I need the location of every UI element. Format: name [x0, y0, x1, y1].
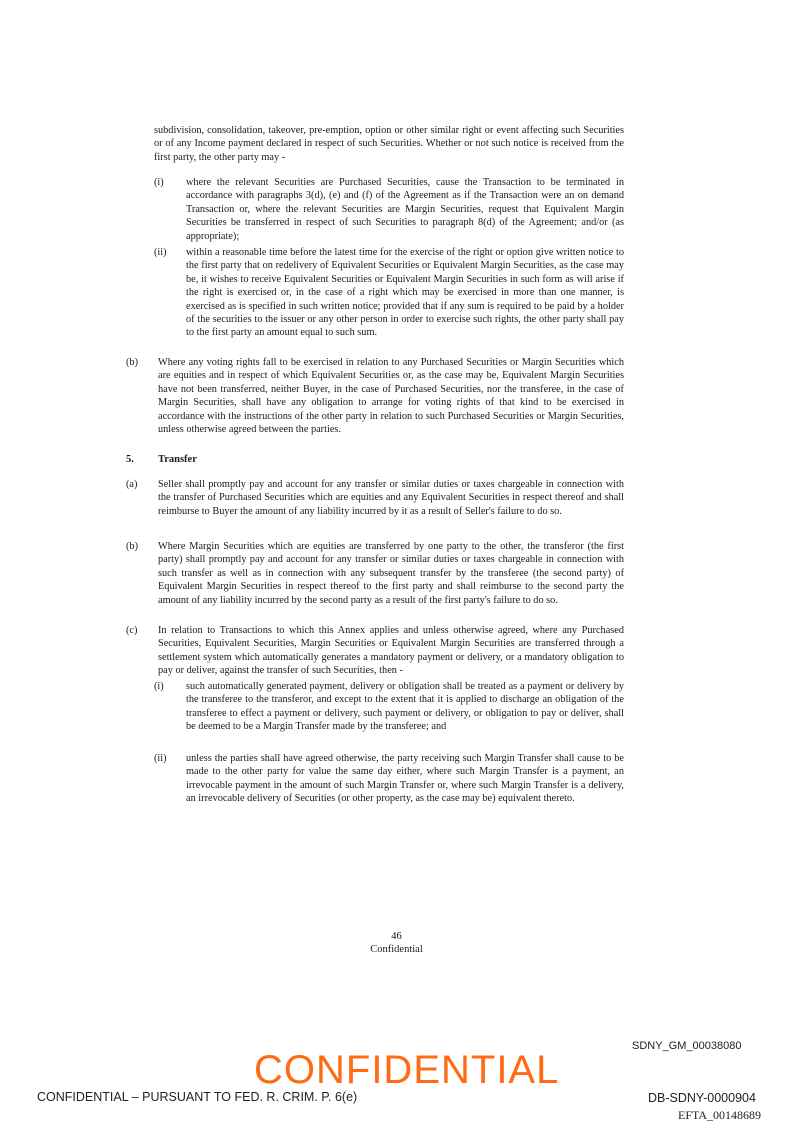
grand-jury-legend: CONFIDENTIAL – PURSUANT TO FED. R. CRIM. P. 6(e) [37, 1090, 358, 1104]
item-text: such automatically generated payment, delivery or obligation shall be treated as a payment or delivery by the transferee to the transferor, and except to the extent that it is applied to discharge an obligation of the transferee to effect a payment or delivery, such payment or delivery, or obligation to pay or deliver, shall be deemed to be a Margin Transfer made by the transferee; and [186, 681, 624, 733]
transfer-item-a [126, 478, 624, 518]
item-text: Where Margin Securities which are equities are transferred by one party to the other, the transferor (the first party) shall promptly pay and account for any transfer or similar duties or taxes chargeable in connection with such transfer as well as in connection with any subsequent transfer by the transferee (the second party) of Equivalent Margin Securities in respect thereof to the first party and shall reimburse to the second party the amount of any liability incurred by the second party as a result of the first party's failure to do so. [158, 541, 624, 606]
item-label: (a) [126, 479, 138, 490]
item-text: unless the parties shall have agreed otherwise, the party receiving such Margin Transfer shall cause to be made to the other party for value the same day either, where such Margin Transfer is a payment, an irrevocable payment in the amount of such Margin Transfer or, where such Margin Transfer is a delivery, an irrevocable delivery of Securities (or other property, as the case may be) equivalent thereto. [186, 753, 624, 805]
paragraph-b [126, 356, 624, 436]
c-item-i [154, 680, 624, 734]
item-label: (ii) [154, 247, 167, 258]
c-item-ii [154, 752, 624, 806]
item-label: (i) [154, 681, 164, 692]
section-heading [126, 454, 197, 465]
confidential-label: Confidential [370, 944, 423, 955]
item-label: (b) [126, 357, 139, 368]
intro-item-i [154, 176, 624, 243]
bates-number-top: SDNY_GM_00038080 [632, 1040, 742, 1052]
bates-number-bottom: DB-SDNY-0000904 [648, 1091, 756, 1105]
item-label: (c) [126, 625, 138, 636]
item-text: where the relevant Securities are Purchased Securities, cause the Transaction to be terminated in accordance with paragraphs 3(d), (e) and (f) of the Agreement as if the Transaction were an on demand Transaction or, where the relevant Securities are Margin Securities, request that Equivalent Margin Securities be transferred in respect of such Securities to paragraph 8(d) of the Agreement; and/or (as appropriate); [186, 177, 624, 242]
item-label: (ii) [154, 753, 167, 764]
confidential-stamp: CONFIDENTIAL [254, 1048, 560, 1092]
section-title: Transfer [158, 454, 197, 465]
item-text: Seller shall promptly pay and account for any transfer or similar duties or taxes chargeable in connection with the transfer of Purchased Securities which are equities and any Equivalent Securities in respect thereof and shall reimburse to Buyer the amount of any liability incurred by it as a result of Seller's failure to do so. [158, 479, 624, 517]
intro-paragraph: subdivision, consolidation, takeover, pre-emption, option or other similar right or event affecting such Securities or of any Income payment declared in respect of such Securities. Whether or not such notice is received from the first party, the other party may - [154, 125, 624, 163]
transfer-item-c [126, 624, 624, 678]
item-text: within a reasonable time before the latest time for the exercise of the right or option give written notice to the first party that on redelivery of Equivalent Securities or Equivalent Margin Securities, as the case may be, it wishes to receive Equivalent Securities or Equivalent Margin Securities in such form as will arise if the right is exercised or, in the case of a right which may be exercised in more than one manner, is exercised as is specified in such written notice; provided that if any sum is required to be paid by a holder of the securities to the issuer or any other person in order to exercise such rights, the other party shall pay to the first party an amount equal to such sum. [186, 247, 624, 339]
item-text: Where any voting rights fall to be exercised in relation to any Purchased Securities or Margin Securities which are equities and in respect of which Equivalent Securities or, as the case may be, Equivalent Margin Securities have not been transferred, neither Buyer, in the case of Purchased Securities, nor the transferee, in the case of Margin Securities, shall have any obligation to arrange for voting rights of that kind to be exercised in accordance with the instructions of the other party in relation to such Purchased Securities or Margin Securities, unless otherwise agreed between the parties. [158, 357, 624, 436]
transfer-item-b [126, 540, 624, 607]
item-label: (i) [154, 177, 164, 188]
section-number: 5. [126, 454, 134, 465]
efta-number: EFTA_00148689 [678, 1108, 762, 1122]
item-label: (b) [126, 541, 139, 552]
intro-item-ii [154, 246, 624, 340]
page-number: 46 [391, 931, 402, 942]
item-text: In relation to Transactions to which this Annex applies and unless otherwise agreed, where any Purchased Securities, Equivalent Securities, Margin Securities or Equivalent Margin Securities are transferred through a settlement system which automatically generates a mandatory payment or delivery, or a mandatory obligation to pay or deliver, against the transfer of such Securities, then - [158, 625, 624, 677]
